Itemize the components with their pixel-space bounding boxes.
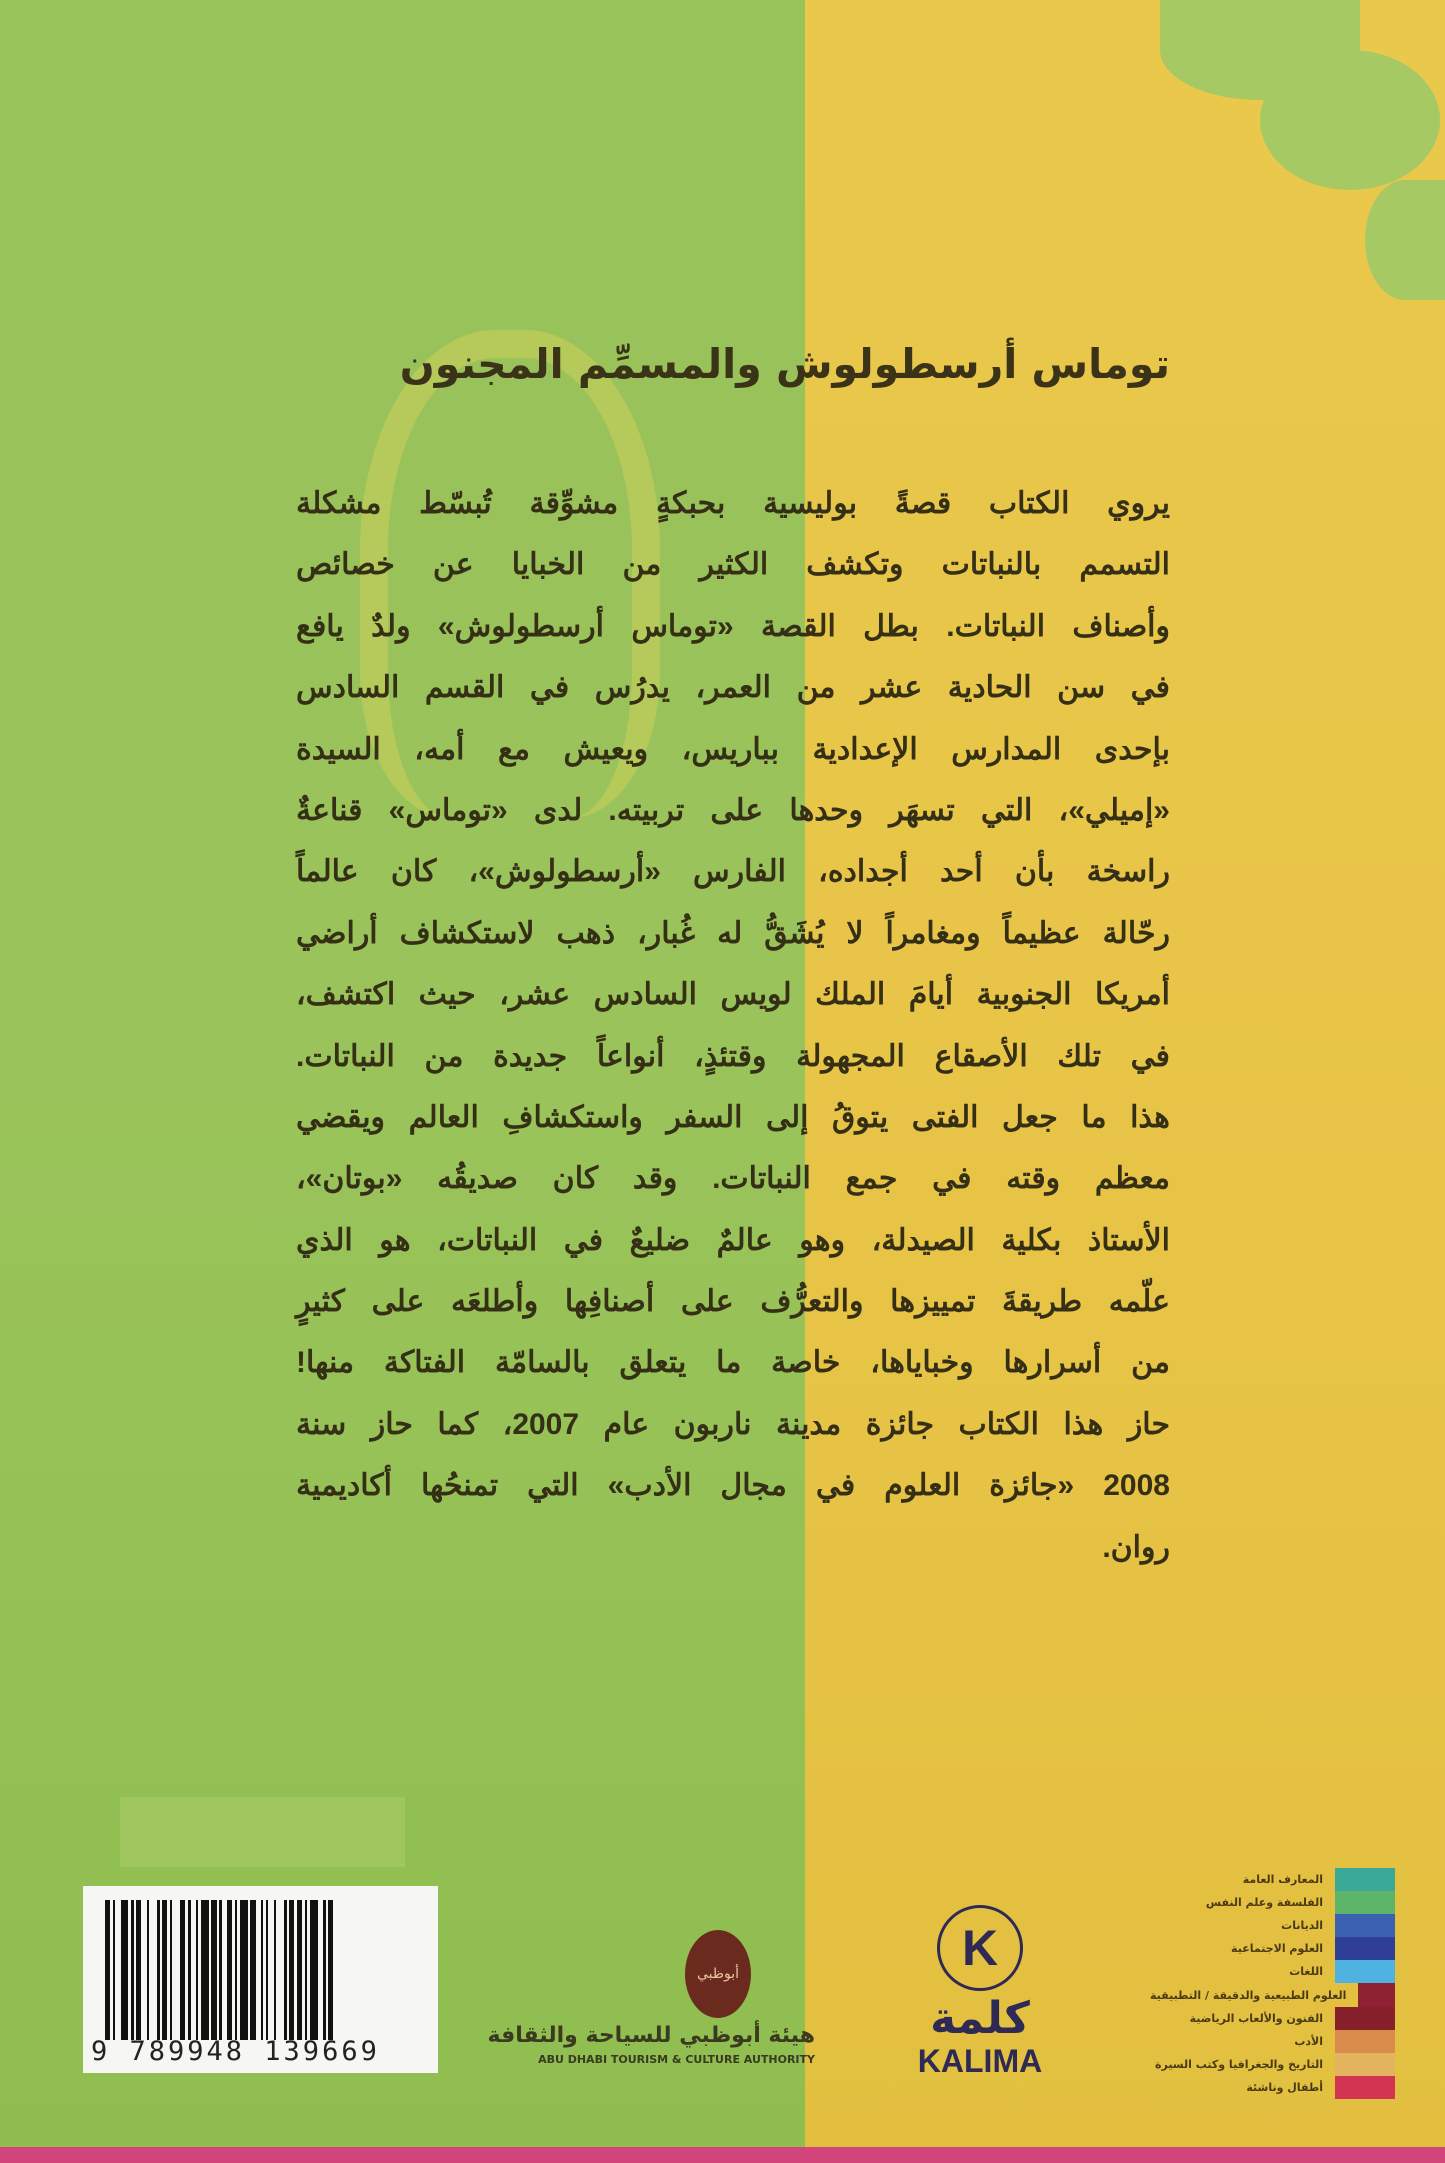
isbn-digits: 9 789948 139669 (91, 2036, 380, 2067)
synopsis-line: «إميلي»، التي تسهَر وحدها على تربيته. لدى «توماس» قناعةٌ (296, 793, 1170, 827)
synopsis-line: في تلك الأصقاع المجهولة وقتئذٍ، أنواعاً جديدة من النباتات. (296, 1039, 1170, 1073)
barcode-bar (149, 1900, 157, 2040)
barcode-bar (121, 1900, 129, 2040)
synopsis-line: بإحدى المدارس الإعدادية بباريس، ويعيش مع أمه، السيدة (296, 732, 1170, 766)
legend-item (1150, 2007, 1395, 2030)
legend-label: الديانات (1281, 1919, 1323, 1933)
legend-item (1150, 1960, 1395, 1983)
kalima-logo (890, 1905, 1070, 2095)
synopsis-line: من أسرارها وخباياها، خاصة ما يتعلق بالسامّة الفتاكة منها! (296, 1346, 1170, 1380)
decorative-blob (1260, 50, 1440, 190)
legend-swatch (1335, 2030, 1395, 2053)
synopsis (296, 478, 1170, 1583)
synopsis-line: 2008 «جائزة العلوم في مجال الأدب» التي تمنحُها أكاديمية (296, 1469, 1170, 1503)
category-color-legend (1150, 1868, 1395, 2099)
barcode-bar (240, 1900, 248, 2040)
barcode-bar (333, 1900, 336, 2040)
kalima-name-english: KALIMA (917, 2043, 1043, 2079)
barcode-bar (172, 1900, 180, 2040)
barcode-bar (310, 1900, 318, 2040)
synopsis-line: وأصناف النباتات. بطل القصة «توماس أرسطولوش» ولدٌ يافع (296, 609, 1170, 643)
legend-label: اللغات (1289, 1965, 1323, 1979)
legend-item (1150, 1937, 1395, 1960)
synopsis-line: علّمه طريقةَ تمييزها والتعرُّف على أصنافِها وأطلعَه على كثيرٍ (296, 1285, 1170, 1319)
legend-item (1150, 1868, 1395, 1891)
synopsis-line: هذا ما جعل الفتى يتوقُ إلى السفر واستكشافِ العالم ويقضي (296, 1100, 1170, 1134)
adta-name-arabic: هيئة أبوظبي للسياحة والثقافة (487, 2023, 815, 2048)
legend-label: العلوم الطبيعية والدقيقة / التطبيقية (1150, 1988, 1347, 2002)
synopsis-line: أمريكا الجنوبية أيامَ الملك لويس السادس عشر، حيث اكتشف، (296, 978, 1170, 1012)
legend-item (1150, 2030, 1395, 2053)
synopsis-line: في سن الحادية عشر من العمر، يدرُس في القسم السادس (296, 671, 1170, 705)
legend-label: الأدب (1294, 2034, 1323, 2048)
book-title: توماس أرسطولوش والمسمِّم المجنون (399, 340, 1170, 388)
legend-label: الفنون والألعاب الرياضية (1189, 2011, 1323, 2025)
barcode-bars (105, 1900, 423, 2040)
legend-item (1150, 1914, 1395, 1937)
legend-label: العلوم الاجتماعية (1231, 1942, 1323, 1956)
legend-label: التاريخ والجغرافيا وكتب السيرة (1154, 2057, 1323, 2071)
synopsis-line: روان. (1102, 1530, 1170, 1564)
synopsis-line: يروي الكتاب قصةً بوليسية بحبكةٍ مشوِّقة تُبسّط مشكلة (296, 487, 1170, 520)
adta-seal-icon (685, 1930, 751, 2018)
synopsis-line: التسمم بالنباتات وتكشف الكثير من الخبايا عن خصائص (296, 548, 1170, 582)
synopsis-line: رحّالة عظيماً ومغامراً لا يُشَقُّ له غُبار، ذهب لاستكشاف أراضي (296, 916, 1170, 950)
legend-label: المعارف العامة (1242, 1873, 1323, 1887)
legend-swatch (1335, 1914, 1395, 1937)
legend-label: أطفال وناشئة (1246, 2080, 1323, 2094)
kalima-name-arabic: كلمة (930, 1993, 1030, 2044)
legend-swatch (1335, 1960, 1395, 1983)
legend-swatch (1335, 2007, 1395, 2030)
synopsis-line: راسخة بأن أحد أجداده، الفارس «أرسطولوش»، كان عالماً (296, 855, 1170, 889)
barcode-bar (201, 1900, 209, 2040)
legend-label: الفلسفة وعلم النفس (1205, 1896, 1323, 1910)
adta-name-english: ABU DHABI TOURISM & CULTURE AUTHORITY (538, 2053, 815, 2066)
synopsis-line: حاز هذا الكتاب جائزة مدينة ناربون عام 2007، كما حاز سنة (296, 1407, 1170, 1441)
kalima-emblem-icon: K (937, 1905, 1023, 1991)
decorative-blob (1365, 180, 1445, 300)
legend-swatch (1335, 2053, 1395, 2076)
legend-item (1150, 2053, 1395, 2076)
bottom-spine-strip (0, 2147, 1445, 2163)
legend-item (1150, 1983, 1395, 2006)
legend-item (1150, 2076, 1395, 2099)
barcode-bar (276, 1900, 284, 2040)
legend-swatch (1335, 1868, 1395, 1891)
legend-swatch (1335, 1891, 1395, 1914)
legend-swatch (1335, 2076, 1395, 2099)
synopsis-line: معظم وقته في جمع النباتات. وقد كان صديقُه «بوتان»، (296, 1162, 1170, 1196)
adta-seal-text: أبوظبي (696, 1966, 740, 1982)
isbn-barcode (83, 1886, 438, 2073)
legend-swatch (1335, 1937, 1395, 1960)
synopsis-line: الأستاذ بكلية الصيدلة، وهو عالمٌ ضليعٌ في النباتات، هو الذي (296, 1223, 1170, 1257)
price-sticker-area (120, 1797, 405, 1867)
adta-logo (480, 1925, 830, 2075)
legend-item (1150, 1891, 1395, 1914)
legend-swatch (1358, 1983, 1395, 2006)
